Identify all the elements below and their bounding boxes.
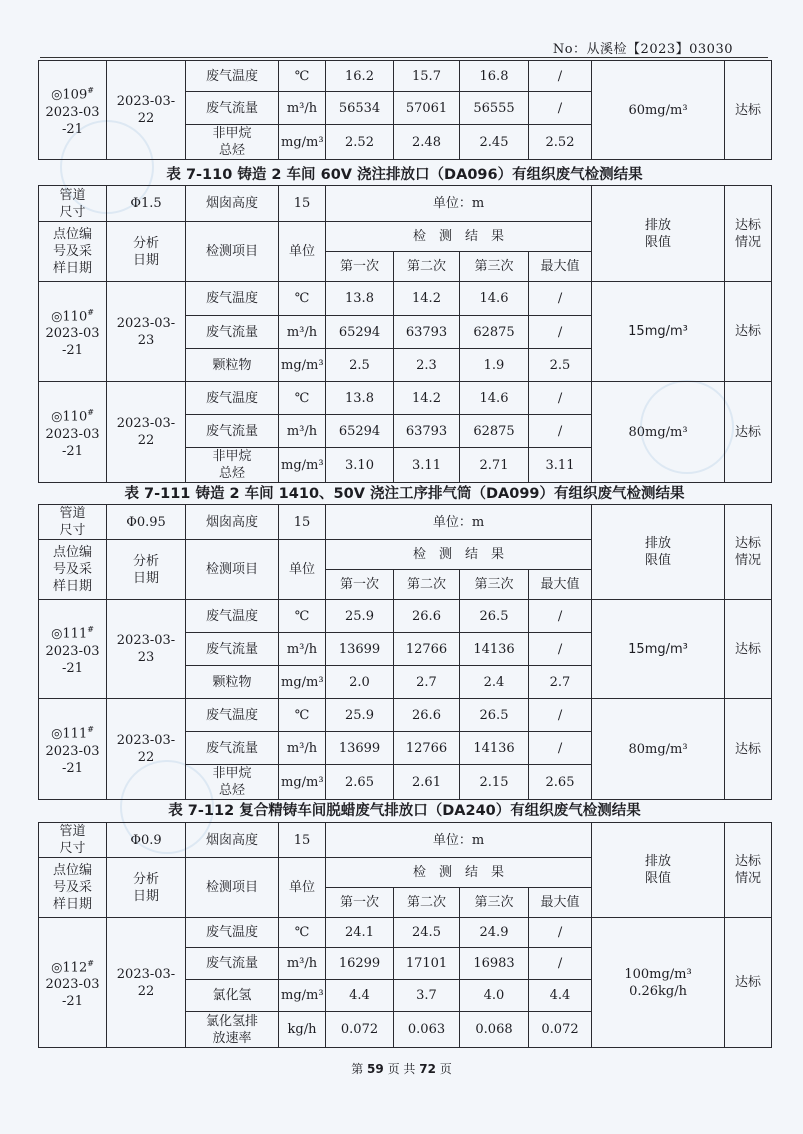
max-cell: / (529, 382, 592, 415)
value-cell: 2.48 (394, 125, 460, 160)
value-cell: 14.2 (394, 282, 460, 316)
limit-cell: 80mg/m³ (592, 699, 725, 800)
item-cell: 非甲烷 总烃 (186, 125, 279, 160)
item-header: 检测项目 (186, 858, 279, 918)
document-number: No：从溪检【2023】03030 (552, 42, 733, 57)
pipe-label: 管道 尺寸 (39, 186, 107, 222)
unit-cell: m³/h (279, 633, 326, 666)
date-header: 分析 日期 (107, 540, 186, 600)
table-row (39, 186, 772, 222)
total-pages: 72 (419, 1062, 436, 1076)
col-header: 第一次 (326, 570, 394, 600)
value-cell: 17101 (394, 948, 460, 980)
max-cell: / (529, 92, 592, 125)
max-cell: / (529, 948, 592, 980)
item-header: 检测项目 (186, 222, 279, 282)
header-rule (40, 57, 768, 58)
unit-header: 单位 (279, 222, 326, 282)
point-cell: ◎110# 2023-03 -21 (39, 382, 107, 483)
col-header: 第一次 (326, 888, 394, 918)
value-cell: 56555 (460, 92, 529, 125)
unit-cell: mg/m³ (279, 666, 326, 699)
value-cell: 4.0 (460, 980, 529, 1012)
item-cell: 废气流量 (186, 732, 279, 765)
analysis-date-cell: 2023-03- 23 (107, 600, 186, 699)
table-7-110 (38, 185, 772, 483)
unit-cell: ℃ (279, 382, 326, 415)
pipe-size: Φ0.9 (107, 823, 186, 858)
status-header: 达标 情况 (725, 823, 772, 918)
item-cell: 氯化氢排 放速率 (186, 1012, 279, 1048)
current-page: 59 (367, 1062, 384, 1076)
value-cell: 13.8 (326, 382, 394, 415)
value-cell: 62875 (460, 316, 529, 349)
unit-cell: kg/h (279, 1012, 326, 1048)
point-cell: ◎111# 2023-03 -21 (39, 600, 107, 699)
value-cell: 16299 (326, 948, 394, 980)
value-cell: 1.9 (460, 349, 529, 382)
value-cell: 3.10 (326, 448, 394, 483)
col-header: 最大值 (529, 888, 592, 918)
item-cell: 废气流量 (186, 92, 279, 125)
value-cell: 16.8 (460, 61, 529, 92)
max-cell: / (529, 316, 592, 349)
unit-cell: m³/h (279, 948, 326, 980)
unit-cell: mg/m³ (279, 125, 326, 160)
value-cell: 65294 (326, 415, 394, 448)
max-cell: / (529, 600, 592, 633)
limit-header: 排放 限值 (592, 823, 725, 918)
value-cell: 26.5 (460, 699, 529, 732)
unit-cell: m³/h (279, 316, 326, 349)
max-cell: 3.11 (529, 448, 592, 483)
table-caption: 表 7-110 铸造 2 车间 60V 浇注排放口（DA096）有组织废气检测结果 (166, 167, 643, 183)
limit-cell: 60mg/m³ (592, 61, 725, 160)
value-cell: 3.7 (394, 980, 460, 1012)
item-cell: 废气温度 (186, 61, 279, 92)
value-cell: 3.11 (394, 448, 460, 483)
page-footer: 第 59 页 共 72 页 (351, 1062, 452, 1076)
stack-label: 烟囱高度 (186, 823, 279, 858)
point-cell: ◎109# 2023-03 -21 (39, 61, 107, 160)
pipe-size: Φ1.5 (107, 186, 186, 222)
table-row (39, 699, 772, 732)
item-cell: 废气温度 (186, 600, 279, 633)
limit-cell: 15mg/m³ (592, 600, 725, 699)
status-cell: 达标 (725, 61, 772, 160)
unit-cell: mg/m³ (279, 765, 326, 800)
unit-cell: m³/h (279, 92, 326, 125)
value-cell: 65294 (326, 316, 394, 349)
limit-header: 排放 限值 (592, 186, 725, 282)
table-7-112 (38, 822, 772, 1048)
value-cell: 2.65 (326, 765, 394, 800)
value-cell: 25.9 (326, 699, 394, 732)
unit-cell: mg/m³ (279, 448, 326, 483)
point-cell: ◎111# 2023-03 -21 (39, 699, 107, 800)
col-header: 最大值 (529, 252, 592, 282)
col-header: 最大值 (529, 570, 592, 600)
unit-note: 单位：m (326, 823, 592, 858)
item-cell: 颗粒物 (186, 349, 279, 382)
col-header: 第一次 (326, 252, 394, 282)
point-header: 点位编 号及采 样日期 (39, 540, 107, 600)
status-cell: 达标 (725, 282, 772, 382)
analysis-date-cell: 2023-03- 22 (107, 699, 186, 800)
table-row (39, 61, 772, 92)
table-row (39, 823, 772, 858)
value-cell: 25.9 (326, 600, 394, 633)
value-cell: 62875 (460, 415, 529, 448)
col-header: 第二次 (394, 252, 460, 282)
table-caption: 表 7-112 复合精铸车间脱蜡废气排放口（DA240）有组织废气检测结果 (168, 803, 641, 819)
max-cell: 0.072 (529, 1012, 592, 1048)
date-header: 分析 日期 (107, 222, 186, 282)
item-cell: 颗粒物 (186, 666, 279, 699)
value-cell: 16.2 (326, 61, 394, 92)
value-cell: 14136 (460, 633, 529, 666)
unit-cell: mg/m³ (279, 349, 326, 382)
item-cell: 废气流量 (186, 316, 279, 349)
pipe-label: 管道 尺寸 (39, 505, 107, 540)
value-cell: 4.4 (326, 980, 394, 1012)
result-header: 检 测 结 果 (326, 540, 592, 570)
table-row (39, 600, 772, 633)
item-cell: 非甲烷 总烃 (186, 765, 279, 800)
max-cell: 2.5 (529, 349, 592, 382)
point-cell: ◎110# 2023-03 -21 (39, 282, 107, 382)
stack-height: 15 (279, 823, 326, 858)
max-cell: / (529, 415, 592, 448)
item-cell: 废气流量 (186, 948, 279, 980)
item-cell: 氯化氢 (186, 980, 279, 1012)
unit-note: 单位：m (326, 186, 592, 222)
status-cell: 达标 (725, 382, 772, 483)
item-cell: 废气温度 (186, 918, 279, 948)
max-cell: / (529, 918, 592, 948)
value-cell: 0.072 (326, 1012, 394, 1048)
col-header: 第二次 (394, 888, 460, 918)
unit-cell: ℃ (279, 699, 326, 732)
stack-label: 烟囱高度 (186, 186, 279, 222)
table-row (39, 282, 772, 316)
value-cell: 14.6 (460, 282, 529, 316)
value-cell: 2.4 (460, 666, 529, 699)
value-cell: 24.1 (326, 918, 394, 948)
stack-height: 15 (279, 505, 326, 540)
value-cell: 2.3 (394, 349, 460, 382)
value-cell: 0.063 (394, 1012, 460, 1048)
unit-cell: ℃ (279, 61, 326, 92)
result-header: 检 测 结 果 (326, 222, 592, 252)
table-caption: 表 7-111 铸造 2 车间 1410、50V 浇注工序排气筒（DA099）有组织废气检测结果 (124, 486, 685, 502)
value-cell: 14.2 (394, 382, 460, 415)
date-header: 分析 日期 (107, 858, 186, 918)
value-cell: 2.45 (460, 125, 529, 160)
item-cell: 废气流量 (186, 415, 279, 448)
item-header: 检测项目 (186, 540, 279, 600)
table-continued (38, 60, 772, 160)
table-row (39, 505, 772, 540)
value-cell: 13699 (326, 633, 394, 666)
item-cell: 废气温度 (186, 699, 279, 732)
max-cell: / (529, 282, 592, 316)
item-cell: 废气温度 (186, 282, 279, 316)
unit-cell: m³/h (279, 732, 326, 765)
value-cell: 57061 (394, 92, 460, 125)
value-cell: 12766 (394, 732, 460, 765)
analysis-date-cell: 2023-03- 23 (107, 282, 186, 382)
max-cell: 4.4 (529, 980, 592, 1012)
item-cell: 废气流量 (186, 633, 279, 666)
unit-note: 单位：m (326, 505, 592, 540)
value-cell: 12766 (394, 633, 460, 666)
stack-label: 烟囱高度 (186, 505, 279, 540)
pipe-size: Φ0.95 (107, 505, 186, 540)
col-header: 第三次 (460, 888, 529, 918)
status-header: 达标 情况 (725, 505, 772, 600)
value-cell: 0.068 (460, 1012, 529, 1048)
result-header: 检 测 结 果 (326, 858, 592, 888)
limit-cell: 15mg/m³ (592, 282, 725, 382)
unit-header: 单位 (279, 858, 326, 918)
pipe-label: 管道 尺寸 (39, 823, 107, 858)
max-cell: 2.65 (529, 765, 592, 800)
unit-cell: ℃ (279, 918, 326, 948)
table-row (39, 918, 772, 948)
status-cell: 达标 (725, 600, 772, 699)
item-cell: 非甲烷 总烃 (186, 448, 279, 483)
analysis-date-cell: 2023-03- 22 (107, 61, 186, 160)
table-row (39, 382, 772, 415)
unit-cell: m³/h (279, 415, 326, 448)
table-7-111 (38, 504, 772, 800)
value-cell: 13699 (326, 732, 394, 765)
limit-header: 排放 限值 (592, 505, 725, 600)
value-cell: 24.5 (394, 918, 460, 948)
value-cell: 26.5 (460, 600, 529, 633)
value-cell: 13.8 (326, 282, 394, 316)
max-cell: / (529, 633, 592, 666)
value-cell: 2.7 (394, 666, 460, 699)
unit-cell: ℃ (279, 600, 326, 633)
value-cell: 2.15 (460, 765, 529, 800)
max-cell: 2.52 (529, 125, 592, 160)
value-cell: 24.9 (460, 918, 529, 948)
value-cell: 26.6 (394, 699, 460, 732)
value-cell: 16983 (460, 948, 529, 980)
point-header: 点位编 号及采 样日期 (39, 222, 107, 282)
unit-cell: mg/m³ (279, 980, 326, 1012)
value-cell: 63793 (394, 316, 460, 349)
value-cell: 14.6 (460, 382, 529, 415)
value-cell: 63793 (394, 415, 460, 448)
limit-cell: 100mg/m³ 0.26kg/h (592, 918, 725, 1048)
max-cell: / (529, 732, 592, 765)
unit-header: 单位 (279, 540, 326, 600)
unit-cell: ℃ (279, 282, 326, 316)
point-cell: ◎112# 2023-03 -21 (39, 918, 107, 1048)
value-cell: 2.52 (326, 125, 394, 160)
col-header: 第三次 (460, 570, 529, 600)
value-cell: 14136 (460, 732, 529, 765)
status-cell: 达标 (725, 699, 772, 800)
value-cell: 56534 (326, 92, 394, 125)
value-cell: 15.7 (394, 61, 460, 92)
analysis-date-cell: 2023-03- 22 (107, 382, 186, 483)
max-cell: / (529, 61, 592, 92)
status-header: 达标 情况 (725, 186, 772, 282)
value-cell: 26.6 (394, 600, 460, 633)
item-cell: 废气温度 (186, 382, 279, 415)
col-header: 第二次 (394, 570, 460, 600)
value-cell: 2.71 (460, 448, 529, 483)
value-cell: 2.0 (326, 666, 394, 699)
max-cell: 2.7 (529, 666, 592, 699)
stack-height: 15 (279, 186, 326, 222)
value-cell: 2.5 (326, 349, 394, 382)
analysis-date-cell: 2023-03- 22 (107, 918, 186, 1048)
limit-cell: 80mg/m³ (592, 382, 725, 483)
status-cell: 达标 (725, 918, 772, 1048)
max-cell: / (529, 699, 592, 732)
point-header: 点位编 号及采 样日期 (39, 858, 107, 918)
col-header: 第三次 (460, 252, 529, 282)
value-cell: 2.61 (394, 765, 460, 800)
